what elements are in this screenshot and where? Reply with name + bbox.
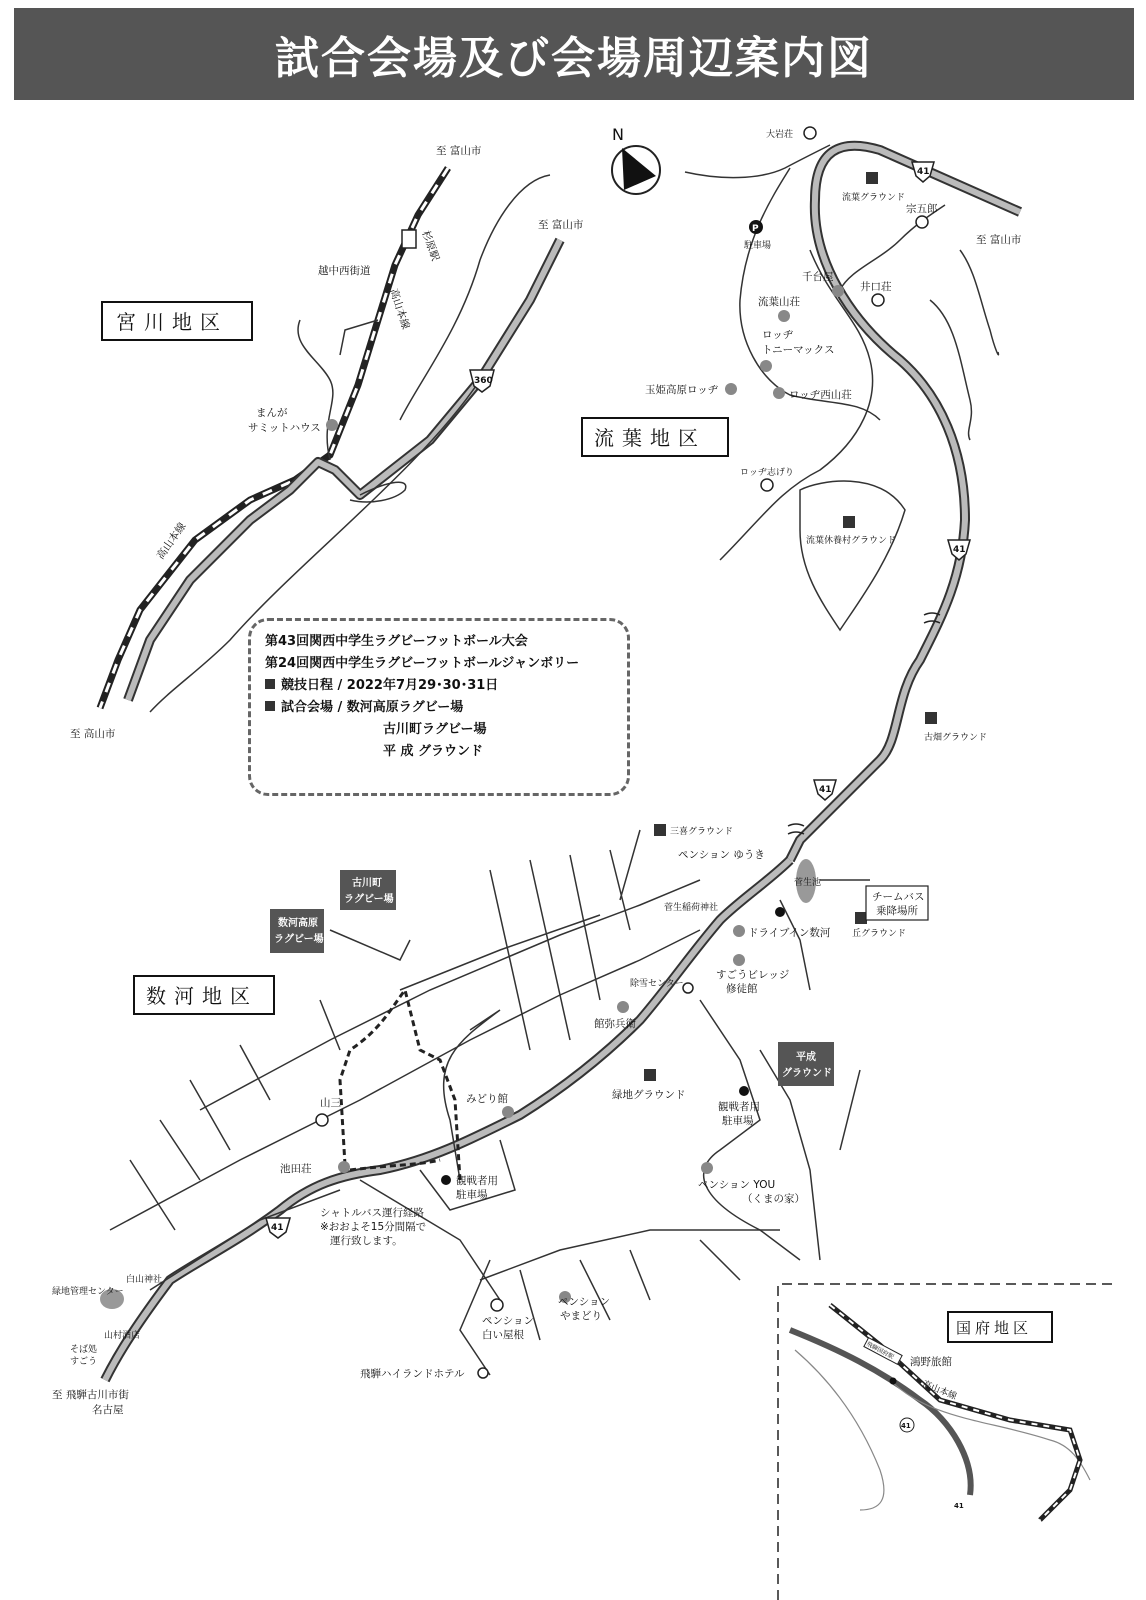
sugo-labels [52, 825, 925, 1416]
route-41-number: 41 [819, 785, 832, 795]
pension-you-label: ペンション YOU [698, 1179, 776, 1191]
venue-heisei-box [778, 1042, 834, 1086]
ryokuchi-center-label: 緑地管理センター [52, 1287, 124, 1297]
kokufu-inset [778, 1284, 1118, 1600]
direction-toyama: 至 富山市 [436, 145, 482, 157]
bullet-square [265, 679, 275, 689]
route-41-number: 41 [917, 167, 930, 177]
ruyo-road [960, 250, 998, 355]
tamahime-label: 玉姫高原ロッヂ [645, 384, 719, 396]
iguchiso-label: 井口荘 [860, 281, 892, 293]
spectator-parking-label: 観戦者用 [718, 1101, 760, 1113]
ruyo-road [930, 300, 971, 440]
yamasan-label: 山三 [320, 1097, 341, 1109]
yamasan-marker [316, 1114, 328, 1126]
shuttle-note-label: 運行致します。 [330, 1235, 403, 1247]
road-break-mark [788, 824, 804, 834]
pension-yamadori-label: ペンション [558, 1296, 611, 1308]
venue-furukawa-text: 古川町ラグビー場 [383, 722, 487, 737]
oka-ground-marker [855, 912, 867, 924]
spectator-parking-label: 駐車場 [456, 1189, 488, 1201]
spectator-parking-marker [739, 1086, 749, 1096]
sugaike-label: 菅生池 [794, 878, 822, 888]
lodge-tony-marker [760, 360, 772, 372]
bullet-square [265, 701, 275, 711]
ryokuchi-ground-marker [644, 1069, 656, 1081]
unno-ryokan-label: 鴻野旅館 [910, 1356, 952, 1368]
midorikan-label: みどり館 [466, 1093, 508, 1105]
tournament-name-1: 第43回関西中学生ラグビーフットボール大会 [265, 634, 528, 649]
tony-max-label: トニーマックス [762, 344, 835, 356]
direction-toyama: 至 富山市 [976, 234, 1022, 246]
route-41-road-fill [105, 860, 790, 1380]
ruyosanso-label: 流葉山荘 [758, 296, 800, 308]
venues-row [265, 697, 613, 719]
josetsu-marker [683, 983, 693, 993]
oka-ground-label: 丘グラウンド [852, 929, 907, 939]
sugo-road [490, 830, 640, 1050]
kokufu-labels [865, 1319, 1032, 1510]
shigeri-marker [761, 479, 773, 491]
pension-you-sub-label: （くまの家） [742, 1193, 805, 1205]
direction-furukawa: 至 飛騨古川市街 [52, 1389, 129, 1401]
ikedaso-marker [338, 1161, 350, 1173]
sendaiya-label: 千台屋 [802, 271, 834, 283]
kokufu-station-label: 飛騨国府駅 [865, 1340, 895, 1361]
manga-label: まんが [256, 407, 288, 419]
etchu-nishi-kaido-label: 越中西街道 [318, 265, 371, 277]
venue-heisei-label-2: グラウンド [782, 1068, 832, 1079]
pension-yamadori-sub-label: やまどり [560, 1310, 602, 1322]
pension-shiroi-label: ペンション [482, 1315, 535, 1327]
yamamura-label: 山村酒店 [104, 1331, 141, 1341]
direction-toyama: 至 富山市 [538, 219, 584, 231]
sendaiya-marker [832, 285, 844, 297]
venue-heisei-label-1: 平成 [796, 1052, 816, 1063]
route-360-number: 360 [474, 376, 493, 386]
tournament-info-box [248, 618, 630, 796]
direction-takayama: 至 高山市 [70, 728, 116, 740]
venue-furukawa-label-2: ラグビー場 [344, 894, 394, 905]
midorikan-marker [502, 1106, 514, 1118]
hakusan-shrine-label: 白山神社 [126, 1275, 163, 1285]
shuttle-interval-label: ※おおよそ15分間隔で [320, 1221, 427, 1233]
ruyo-road [685, 145, 830, 178]
route-41-number: 41 [901, 1422, 911, 1430]
pension-you-marker [701, 1162, 713, 1174]
route-41-road [105, 860, 790, 1380]
route-41-number: 41 [953, 545, 966, 555]
soba-label: そば処 [70, 1345, 98, 1355]
sugo-section [100, 824, 928, 1380]
summit-house-label: サミットハウス [248, 422, 321, 434]
sogoro-marker [916, 216, 928, 228]
map-title: 試合会場及び会場周辺案内図 [275, 33, 873, 84]
highland-hotel-label: 飛騨ハイランドホテル [360, 1368, 465, 1380]
village-marker [733, 954, 745, 966]
sogoro-label: 宗五郎 [906, 203, 938, 215]
miyagawa-district-label: 宮川地区 [116, 310, 228, 334]
route-41-number: 41 [954, 1502, 964, 1510]
schedule-row [265, 675, 613, 697]
venue-sugo-label-1: 数河高原 [278, 918, 318, 929]
spectator-parking-marker [441, 1175, 451, 1185]
ryokuchi-ground-label: 緑地グラウンド [612, 1089, 686, 1101]
lodge-label: ロッヂ [762, 329, 794, 341]
shigeri-label: ロッヂ志げり [740, 468, 794, 478]
team-bus-label: チームバス [872, 891, 925, 903]
ruyo-ground-marker [866, 172, 878, 184]
takayama-line-label: 高山本線 [154, 520, 189, 562]
venue-heisei-text: 平 成 グラウンド [383, 744, 484, 759]
highland-hotel-marker [478, 1368, 488, 1378]
venues-text: 試合会場 / 数河高原ラグビー場 [281, 700, 464, 715]
ikedaso-label: 池田荘 [280, 1163, 312, 1175]
compass [612, 125, 660, 194]
pension-shiroi-sub-label: 白い屋根 [482, 1329, 524, 1341]
shuttle-route-label: シャトルバス運行経路 [320, 1207, 425, 1219]
pension-shiroi-marker [491, 1299, 503, 1311]
kokufu-district-label: 国府地区 [956, 1319, 1033, 1337]
village-label: すごうビレッジ [716, 969, 790, 981]
manga-summit-house-marker [326, 419, 338, 431]
oiwaso-label: 大岩荘 [766, 130, 794, 140]
sugo-district-label: 数河地区 [146, 984, 258, 1008]
kyuyo-ground-marker [843, 516, 855, 528]
ruyo-district-label: 流葉地区 [594, 426, 706, 450]
team-bus-stop-label: 乗降場所 [876, 905, 918, 917]
parking-label: 駐車場 [744, 241, 772, 251]
oiwaso-marker [804, 127, 816, 139]
compass-north-label: N [612, 125, 624, 144]
drive-in-marker [775, 907, 785, 917]
takayama-line-label: 高山本線 [387, 287, 412, 331]
venue-furukawa-label-1: 古川町 [352, 878, 382, 889]
iguchiso-marker [872, 294, 884, 306]
venue-sugo-box [270, 909, 324, 953]
sugihara-station-marker [402, 230, 416, 248]
direction-nagoya: 名古屋 [92, 1404, 124, 1416]
sanki-ground-marker [654, 824, 666, 836]
route-41-road-fill [790, 146, 1020, 860]
nishiyama-label: ロッヂ西山荘 [789, 389, 852, 401]
unno-ryokan-marker [890, 1378, 897, 1385]
drive-in-label: ドライブイン数河 [748, 927, 831, 939]
pension-yuuki-label: ペンション ゆうき [678, 849, 765, 861]
sugo-road [400, 915, 600, 990]
drive-in-marker [733, 925, 745, 937]
yakata-marker [617, 1001, 629, 1013]
kokufu-line-label: 高山本線 [920, 1379, 959, 1403]
sanki-ground-label: 三喜グラウンド [670, 827, 734, 837]
kokufu-road [795, 1350, 884, 1510]
ruyo-road [840, 205, 945, 290]
sugo-road [520, 1240, 740, 1340]
ruyo-section [685, 127, 1020, 860]
parking-icon-letter: P [752, 224, 759, 234]
venue-sugo-label-2: ラグビー場 [274, 934, 324, 945]
schedule-text: 競技日程 / 2022年7月29･30･31日 [281, 678, 499, 693]
spectator-parking-label: 駐車場 [722, 1115, 754, 1127]
inari-shrine-label: 菅生稲荷神社 [664, 903, 719, 913]
soba-sugo-label: すごう [70, 1357, 98, 1367]
josetsu-center-label: 除雪センター [630, 979, 684, 989]
ruyo-road [800, 481, 905, 630]
yakata-label: 館弥兵衛 [594, 1018, 636, 1030]
sugo-road [700, 1000, 800, 1260]
route-41-number: 41 [271, 1223, 284, 1233]
sugo-road [480, 1230, 780, 1280]
furuhata-ground-marker [925, 712, 937, 724]
sugo-road [330, 930, 410, 960]
nishiyama-marker [773, 387, 785, 399]
kyuyo-ground-label: 流葉休養村グラウンド [806, 536, 897, 546]
furuhata-ground-label: 古畑グラウンド [924, 733, 988, 743]
ruyo-ground-label: 流葉グラウンド [842, 193, 906, 203]
tournament-name-2: 第24回関西中学生ラグビーフットボールジャンボリー [265, 656, 580, 671]
miyagawa-road [298, 320, 333, 460]
ruyosanso-marker [778, 310, 790, 322]
tamahime-marker [725, 383, 737, 395]
shutokan-label: 修徒館 [726, 983, 758, 995]
sugihara-station-label: 杉原駅 [419, 228, 442, 263]
spectator-parking-label: 観戦者用 [456, 1175, 498, 1187]
